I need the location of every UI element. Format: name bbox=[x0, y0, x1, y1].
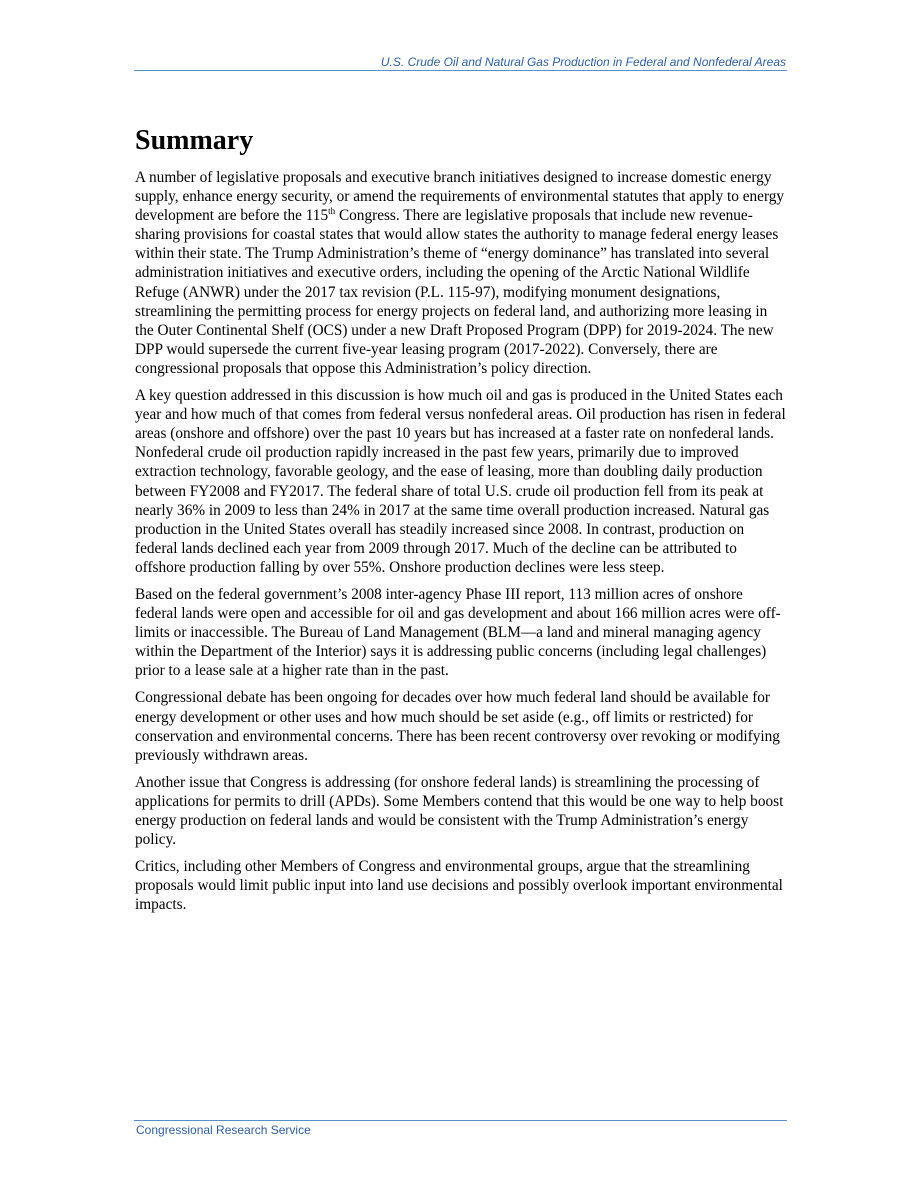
running-header-title: U.S. Crude Oil and Natural Gas Production in Federal and Nonfederal Areas bbox=[380, 55, 786, 69]
running-footer-source: Congressional Research Service bbox=[136, 1123, 311, 1137]
ordinal-superscript: th bbox=[328, 206, 336, 217]
paragraph-1-text-a: A number of legislative proposals and executive branch initiatives designed to increase domestic energy supply, enhance energy security, or amend the requirements of environmental statutes that apply to energy development are before the 115 bbox=[135, 169, 785, 225]
paragraph-3: Based on the federal government’s 2008 inter-agency Phase III report, 113 million acres of onshore federal lands were open and accessible for oil and gas development and about 166 million acres were off-limits or inaccessible. The Bureau of Land Management (BLM—a land and mineral managing agency within the Department of the Interior) says it is addressing public concerns (including legal challenges) prior to a lease sale at a higher rate than in the past. bbox=[135, 585, 781, 680]
header-divider bbox=[134, 70, 787, 71]
paragraph-1 bbox=[135, 168, 787, 378]
paragraph-5: Another issue that Congress is addressing (for onshore federal lands) is streamlining the processing of applications for permits to drill (APDs). Some Members contend that this would be one way to help boost energy production on federal lands and would be consistent with the Trump Administration’s energy policy. bbox=[135, 773, 784, 849]
paragraph-1-text-b: Congress. There are legislative proposals that include new revenue-sharing provisions for coastal states that would allow states the authority to manage federal energy leases within their state. The Trump Administration’s theme of “energy dominance” has translated into several administration initiatives and executive orders, including the opening of the Arctic National Wildlife Refuge (ANWR) under the 2017 tax revision (P.L. 115-97), modifying monument designations, streamlining the permitting process for energy projects on federal land, and authorizing more leasing in the Outer Continental Shelf (OCS) under a new Draft Proposed Program (DPP) for 2019-2024. The new DPP would supersede the current five-year leasing program (2017-2022). Conversely, there are congressional proposals that oppose this Administration’s policy direction. bbox=[135, 207, 779, 377]
paragraph-2: A key question addressed in this discussion is how much oil and gas is produced in the United States each year and how much of that comes from federal versus nonfederal areas. Oil production has risen in federal areas (onshore and offshore) over the past 10 years but has increased at a faster rate on nonfederal lands. Nonfederal crude oil production rapidly increased in the past few years, primarily due to improved extraction technology, favorable geology, and the ease of leasing, more than doubling daily production between FY2008 and FY2017. The federal share of total U.S. crude oil production fell from its peak at nearly 36% in 2009 to less than 24% in 2017 at the same time overall production increased. Natural gas production in the United States overall has steadily increased since 2008. In contrast, production on federal lands declined each year from 2009 through 2017. Much of the decline can be attributed to offshore production falling by over 55%. Onshore production declines were less steep. bbox=[135, 387, 786, 576]
document-body bbox=[135, 122, 787, 922]
paragraph-4: Congressional debate has been ongoing for decades over how much federal land should be available for energy development or other uses and how much should be set aside (e.g., off limits or restricted) for conservation and environmental concerns. There has been recent controversy over revoking or modifying previously withdrawn areas. bbox=[135, 689, 780, 764]
footer-divider bbox=[134, 1120, 787, 1121]
paragraph-6: Critics, including other Members of Congress and environmental groups, argue that the streamlining proposals would limit public input into land use decisions and possibly overlook important environmental impacts. bbox=[135, 858, 783, 914]
section-heading: Summary bbox=[135, 125, 254, 156]
